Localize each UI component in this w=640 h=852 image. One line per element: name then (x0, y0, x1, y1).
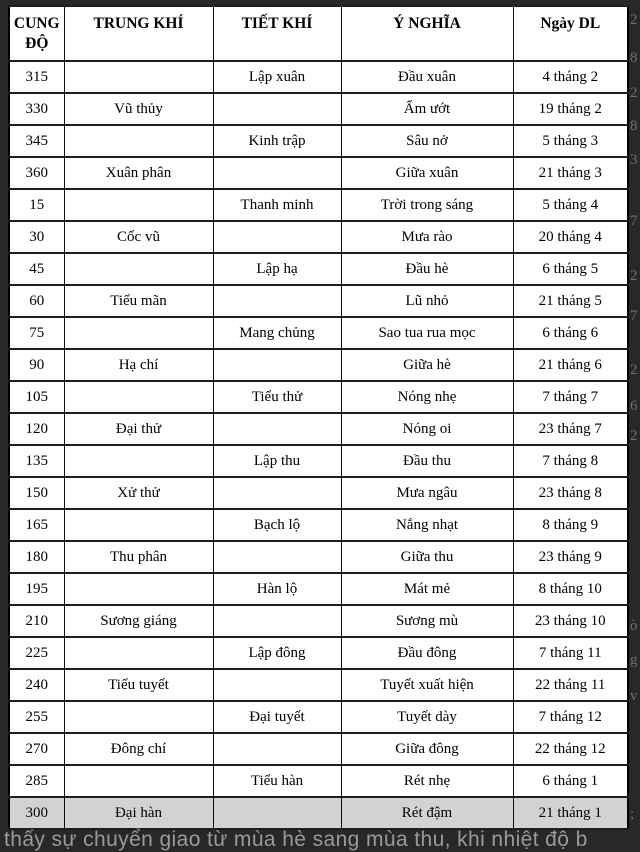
cell-y-nghia: Mưa ngâu (341, 477, 513, 509)
cell-y-nghia: Mát mẻ (341, 573, 513, 605)
solar-terms-table-grid (8, 5, 629, 830)
cell-cung-do: 60 (9, 285, 64, 317)
table-row (9, 189, 628, 221)
cell-ngay-dl: 21 tháng 5 (513, 285, 628, 317)
cell-ngay-dl: 20 tháng 4 (513, 221, 628, 253)
cell-trung-khi (64, 253, 213, 285)
cell-cung-do: 105 (9, 381, 64, 413)
cell-tiet-khi: Lập xuân (213, 61, 341, 93)
cell-y-nghia: Nóng oi (341, 413, 513, 445)
cell-tiet-khi (213, 157, 341, 189)
cell-tiet-khi: Hàn lộ (213, 573, 341, 605)
edge-fragment-glyph: 3 (630, 152, 638, 168)
cell-cung-do: 165 (9, 509, 64, 541)
table-row (9, 669, 628, 701)
table-row (9, 157, 628, 189)
cell-cung-do: 15 (9, 189, 64, 221)
cell-cung-do: 255 (9, 701, 64, 733)
cell-cung-do: 135 (9, 445, 64, 477)
cell-tiet-khi (213, 797, 341, 829)
edge-fragment-glyph: 2 (630, 362, 638, 378)
cell-trung-khi (64, 445, 213, 477)
cell-trung-khi (64, 573, 213, 605)
cell-y-nghia: Rét đậm (341, 797, 513, 829)
cell-trung-khi: Thu phân (64, 541, 213, 573)
cell-tiet-khi: Đại tuyết (213, 701, 341, 733)
cell-y-nghia: Đầu thu (341, 445, 513, 477)
cell-tiet-khi (213, 733, 341, 765)
cell-y-nghia: Trời trong sáng (341, 189, 513, 221)
cell-trung-khi: Vũ thủy (64, 93, 213, 125)
cell-ngay-dl: 22 tháng 11 (513, 669, 628, 701)
cell-cung-do: 225 (9, 637, 64, 669)
edge-fragment-glyph: 8 (630, 50, 638, 66)
cell-tiet-khi: Lập đông (213, 637, 341, 669)
cell-trung-khi: Hạ chí (64, 349, 213, 381)
cell-cung-do: 45 (9, 253, 64, 285)
table-row (9, 413, 628, 445)
cell-trung-khi: Đông chí (64, 733, 213, 765)
table-row (9, 61, 628, 93)
cell-cung-do: 75 (9, 317, 64, 349)
table-row (9, 605, 628, 637)
cell-trung-khi (64, 61, 213, 93)
cell-trung-khi: Xuân phân (64, 157, 213, 189)
cell-y-nghia: Nắng nhạt (341, 509, 513, 541)
cell-tiet-khi (213, 221, 341, 253)
edge-fragment-glyph: 2 (630, 85, 638, 101)
table-row (9, 285, 628, 317)
cell-tiet-khi: Bạch lộ (213, 509, 341, 541)
cell-ngay-dl: 23 tháng 10 (513, 605, 628, 637)
cell-ngay-dl: 6 tháng 1 (513, 765, 628, 797)
cell-ngay-dl: 8 tháng 9 (513, 509, 628, 541)
cell-trung-khi (64, 765, 213, 797)
cell-cung-do: 180 (9, 541, 64, 573)
cell-cung-do: 315 (9, 61, 64, 93)
cell-trung-khi (64, 637, 213, 669)
cell-trung-khi (64, 125, 213, 157)
cell-y-nghia: Mưa rào (341, 221, 513, 253)
cell-tiet-khi (213, 413, 341, 445)
column-header-cung-do: CUNG ĐỘ (9, 6, 64, 61)
cell-cung-do: 210 (9, 605, 64, 637)
cell-ngay-dl: 7 tháng 8 (513, 445, 628, 477)
cell-ngay-dl: 7 tháng 12 (513, 701, 628, 733)
cell-cung-do: 345 (9, 125, 64, 157)
cell-tiet-khi (213, 477, 341, 509)
cell-ngay-dl: 21 tháng 6 (513, 349, 628, 381)
edge-fragment-glyph: 2 (630, 428, 638, 444)
cell-tiet-khi: Mang chủng (213, 317, 341, 349)
column-header-ngay-dl: Ngày DL (513, 6, 628, 61)
cell-y-nghia: Đầu xuân (341, 61, 513, 93)
cell-y-nghia: Giữa xuân (341, 157, 513, 189)
cell-y-nghia: Tuyết xuất hiện (341, 669, 513, 701)
cell-ngay-dl: 23 tháng 7 (513, 413, 628, 445)
cell-y-nghia: Nóng nhẹ (341, 381, 513, 413)
cell-ngay-dl: 8 tháng 10 (513, 573, 628, 605)
cell-y-nghia: Giữa thu (341, 541, 513, 573)
header-row (9, 6, 628, 61)
cell-ngay-dl: 6 tháng 5 (513, 253, 628, 285)
solar-terms-table (8, 5, 629, 830)
table-row (9, 701, 628, 733)
cell-tiet-khi (213, 285, 341, 317)
table-row (9, 541, 628, 573)
cell-y-nghia: Sao tua rua mọc (341, 317, 513, 349)
column-header-trung-khi: TRUNG KHÍ (64, 6, 213, 61)
column-header-tiet-khi: TIẾT KHÍ (213, 6, 341, 61)
cell-ngay-dl: 21 tháng 3 (513, 157, 628, 189)
cell-tiet-khi (213, 669, 341, 701)
cell-ngay-dl: 6 tháng 6 (513, 317, 628, 349)
cell-cung-do: 300 (9, 797, 64, 829)
table-row (9, 381, 628, 413)
cell-y-nghia: Lũ nhỏ (341, 285, 513, 317)
edge-fragment-glyph: v (630, 688, 638, 704)
cell-ngay-dl: 23 tháng 8 (513, 477, 628, 509)
cell-cung-do: 330 (9, 93, 64, 125)
table-row (9, 93, 628, 125)
cell-cung-do: 150 (9, 477, 64, 509)
cell-cung-do: 195 (9, 573, 64, 605)
cell-cung-do: 120 (9, 413, 64, 445)
table-row (9, 253, 628, 285)
cell-tiet-khi: Tiểu hàn (213, 765, 341, 797)
cell-trung-khi: Đại hàn (64, 797, 213, 829)
edge-fragment-glyph: 6 (630, 398, 638, 414)
cell-tiet-khi: Thanh minh (213, 189, 341, 221)
cell-ngay-dl: 23 tháng 9 (513, 541, 628, 573)
table-row (9, 733, 628, 765)
table-row (9, 477, 628, 509)
cell-trung-khi: Cốc vũ (64, 221, 213, 253)
cell-cung-do: 30 (9, 221, 64, 253)
edge-fragment-glyph: ò (630, 618, 638, 634)
edge-fragment-glyph: g (630, 652, 638, 668)
edge-fragment-glyph: 7 (630, 308, 638, 324)
cell-y-nghia: Đầu hè (341, 253, 513, 285)
cell-cung-do: 90 (9, 349, 64, 381)
cell-cung-do: 270 (9, 733, 64, 765)
cell-cung-do: 285 (9, 765, 64, 797)
cell-ngay-dl: 4 tháng 2 (513, 61, 628, 93)
table-row (9, 317, 628, 349)
cell-trung-khi: Xử thử (64, 477, 213, 509)
cell-y-nghia: Đầu đông (341, 637, 513, 669)
cell-cung-do: 360 (9, 157, 64, 189)
cell-tiet-khi (213, 541, 341, 573)
edge-fragment-glyph: 2 (630, 268, 638, 284)
cell-trung-khi: Sương giáng (64, 605, 213, 637)
edge-fragment-glyph: 8 (630, 118, 638, 134)
cell-ngay-dl: 19 tháng 2 (513, 93, 628, 125)
cell-y-nghia: Sâu nở (341, 125, 513, 157)
cell-tiet-khi (213, 93, 341, 125)
cell-trung-khi (64, 701, 213, 733)
cell-trung-khi (64, 509, 213, 541)
table-row (9, 221, 628, 253)
table-row (9, 349, 628, 381)
cell-trung-khi (64, 189, 213, 221)
cell-tiet-khi (213, 349, 341, 381)
table-row (9, 573, 628, 605)
cell-ngay-dl: 22 tháng 12 (513, 733, 628, 765)
table-row (9, 797, 628, 829)
cropped-caption-text: thấy sự chuyển giao từ mùa hè sang mùa thu, khi nhiệt độ b (4, 828, 588, 851)
column-header-y-nghia: Ý NGHĨA (341, 6, 513, 61)
cell-tiet-khi: Lập thu (213, 445, 341, 477)
cell-tiet-khi (213, 605, 341, 637)
cell-ngay-dl: 21 tháng 1 (513, 797, 628, 829)
cell-trung-khi (64, 381, 213, 413)
cell-trung-khi (64, 317, 213, 349)
cell-tiet-khi: Tiểu thử (213, 381, 341, 413)
cell-y-nghia: Giữa hè (341, 349, 513, 381)
edge-fragment-glyph: 7 (630, 213, 638, 229)
cell-cung-do: 240 (9, 669, 64, 701)
cell-y-nghia: Ẩm ướt (341, 93, 513, 125)
cell-trung-khi: Tiểu mãn (64, 285, 213, 317)
cell-y-nghia: Giữa đông (341, 733, 513, 765)
table-row (9, 445, 628, 477)
cell-ngay-dl: 7 tháng 11 (513, 637, 628, 669)
edge-fragment-glyph: ; (630, 806, 635, 822)
edge-fragment-glyph: 2 (630, 12, 638, 28)
cell-y-nghia: Sương mù (341, 605, 513, 637)
table-row (9, 637, 628, 669)
cell-trung-khi: Đại thử (64, 413, 213, 445)
cell-tiet-khi: Kinh trập (213, 125, 341, 157)
cell-y-nghia: Tuyết dày (341, 701, 513, 733)
cell-ngay-dl: 7 tháng 7 (513, 381, 628, 413)
cell-ngay-dl: 5 tháng 3 (513, 125, 628, 157)
cell-trung-khi: Tiểu tuyết (64, 669, 213, 701)
table-row (9, 509, 628, 541)
table-row (9, 765, 628, 797)
cell-tiet-khi: Lập hạ (213, 253, 341, 285)
cell-y-nghia: Rét nhẹ (341, 765, 513, 797)
table-row (9, 125, 628, 157)
cell-ngay-dl: 5 tháng 4 (513, 189, 628, 221)
